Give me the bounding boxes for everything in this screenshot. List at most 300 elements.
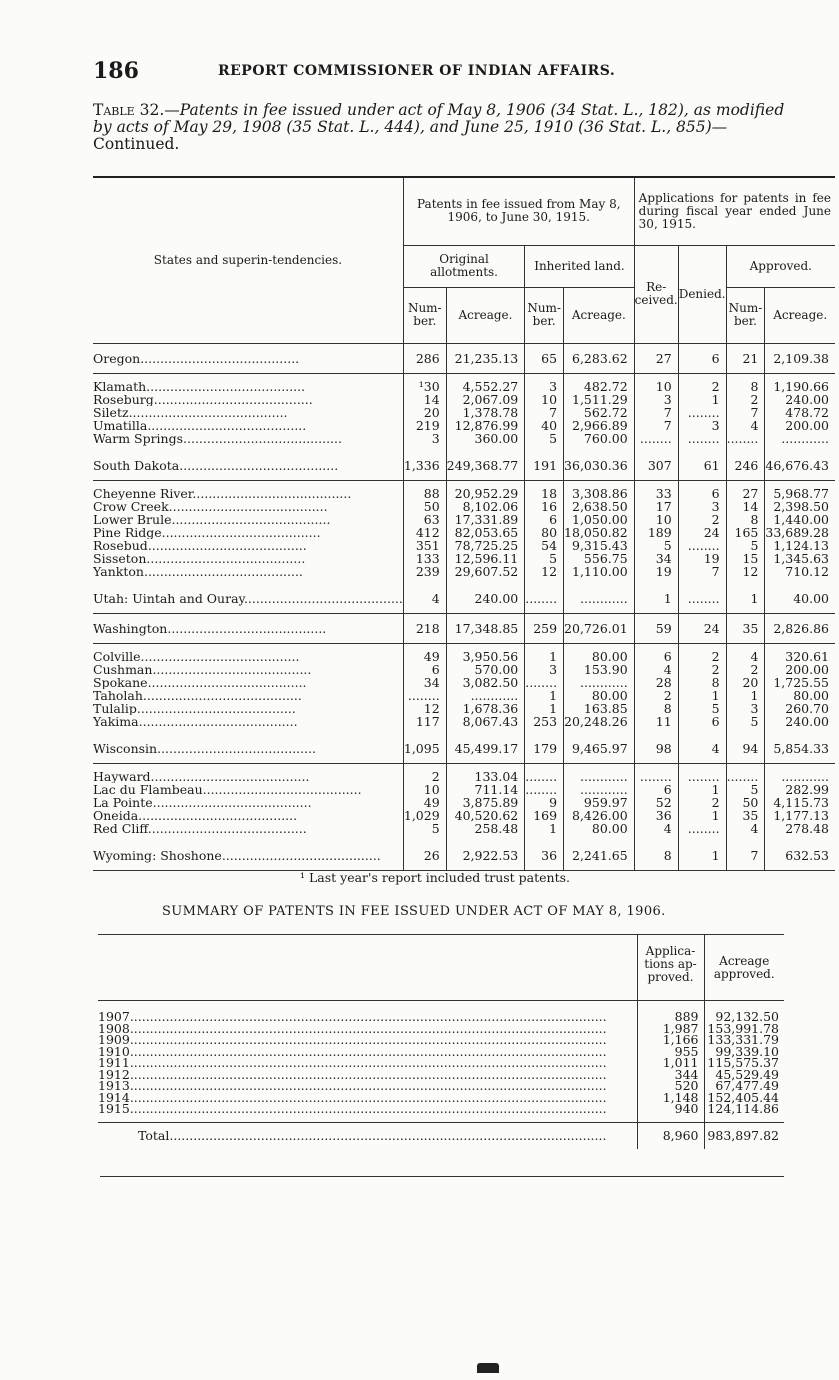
approved-value: 1,148 bbox=[637, 1092, 704, 1104]
table-row bbox=[93, 841, 835, 871]
row-label: Tulalip bbox=[93, 701, 137, 715]
cell-value: 218 bbox=[403, 613, 446, 643]
cell-value: 8 bbox=[634, 841, 678, 871]
cell-value: 5 bbox=[726, 539, 765, 552]
acreage-value: 92,132.50 bbox=[704, 1001, 784, 1023]
cell-value: 1,110.00 bbox=[564, 565, 635, 584]
cell-value: 478.72 bbox=[765, 406, 835, 419]
cell-value: 246 bbox=[726, 451, 765, 481]
cell-value: 10 bbox=[525, 393, 564, 406]
row-label: Roseburg bbox=[93, 392, 154, 406]
cell-value: ........ bbox=[678, 822, 726, 841]
table-row bbox=[93, 676, 835, 689]
number-header: Num-ber. bbox=[403, 287, 446, 343]
cell-value: 6 bbox=[634, 783, 678, 796]
cell-value: 1 bbox=[678, 809, 726, 822]
cell-value: 3 bbox=[678, 419, 726, 432]
row-label: La Pointe bbox=[93, 795, 153, 809]
cell-value: 16 bbox=[525, 500, 564, 513]
row-label: Washington bbox=[93, 620, 168, 636]
dot-leader: ........................................................................................................................ bbox=[129, 1068, 607, 1080]
cell-value: 1,440.00 bbox=[765, 513, 835, 526]
cell-value: 27 bbox=[634, 343, 678, 373]
table-row bbox=[93, 451, 835, 481]
cell-value: ........ bbox=[678, 406, 726, 419]
cell-value: 259 bbox=[525, 613, 564, 643]
dot-leader: ........................................................................................................................ bbox=[129, 1022, 607, 1034]
dot-leader: ........................................ bbox=[221, 847, 381, 863]
cell-value: 2,398.50 bbox=[765, 500, 835, 513]
table-row bbox=[93, 702, 835, 715]
dot-leader: ........................................ bbox=[171, 512, 331, 526]
cell-value: 35 bbox=[726, 613, 765, 643]
cell-value: 63 bbox=[403, 513, 446, 526]
cell-value: 34 bbox=[403, 676, 446, 689]
cell-value: 50 bbox=[726, 796, 765, 809]
cell-value: 711.14 bbox=[446, 783, 525, 796]
agency-name bbox=[93, 500, 403, 513]
cell-value: 19 bbox=[634, 565, 678, 584]
dot-leader: ........................................................................................................................ bbox=[129, 1103, 607, 1115]
cell-value: 219 bbox=[403, 419, 446, 432]
summary-row bbox=[98, 1001, 784, 1023]
table-row bbox=[93, 480, 835, 500]
agency-name bbox=[93, 643, 403, 663]
cell-value: 1,345.63 bbox=[765, 552, 835, 565]
cell-value: 24 bbox=[678, 613, 726, 643]
cell-value: 1 bbox=[678, 841, 726, 871]
cell-value: 5 bbox=[525, 432, 564, 451]
agency-name bbox=[93, 822, 403, 841]
cell-value: 2,922.53 bbox=[446, 841, 525, 871]
cell-value: 20 bbox=[726, 676, 765, 689]
cell-value: 153.90 bbox=[564, 663, 635, 676]
summary-stub-header bbox=[98, 935, 637, 1001]
cell-value: 34 bbox=[634, 552, 678, 565]
cell-value: 8 bbox=[634, 702, 678, 715]
cell-value: 49 bbox=[403, 643, 446, 663]
cell-value: 189 bbox=[634, 526, 678, 539]
cell-value: 80.00 bbox=[564, 822, 635, 841]
summary-year-cell bbox=[98, 1046, 637, 1058]
summary-table bbox=[98, 934, 784, 1149]
cell-value: 258.48 bbox=[446, 822, 525, 841]
summary-acreage-header: Acreage approved. bbox=[704, 935, 784, 1001]
year-label: 1915 bbox=[98, 1103, 130, 1115]
agency-name bbox=[93, 663, 403, 676]
cell-value: ............ bbox=[765, 432, 835, 451]
summary-year-cell bbox=[98, 1034, 637, 1046]
cell-value: 632.53 bbox=[765, 841, 835, 871]
table-row bbox=[93, 663, 835, 676]
approved-value: 955 bbox=[637, 1046, 704, 1058]
total-label: Total bbox=[138, 1128, 170, 1143]
agency-name bbox=[93, 513, 403, 526]
cell-value: 760.00 bbox=[564, 432, 635, 451]
acreage-header: Acreage. bbox=[564, 287, 635, 343]
dot-leader: ........................................ bbox=[142, 688, 302, 702]
state-name bbox=[93, 451, 403, 481]
table-body bbox=[93, 343, 835, 870]
summary-body bbox=[98, 1001, 784, 1149]
running-head: REPORT COMMISSIONER OF INDIAN AFFAIRS. bbox=[218, 63, 616, 79]
agency-name bbox=[93, 702, 403, 715]
cell-value: 2 bbox=[726, 393, 765, 406]
row-label: Red Cliff bbox=[93, 821, 148, 836]
cell-value: 9 bbox=[525, 796, 564, 809]
dot-leader: ........................................ bbox=[152, 795, 312, 809]
cell-value: 80.00 bbox=[564, 643, 635, 663]
cell-value: 1,378.78 bbox=[446, 406, 525, 419]
patents-table bbox=[93, 176, 835, 871]
cell-value: 260.70 bbox=[765, 702, 835, 715]
state-name bbox=[93, 841, 403, 871]
caption-text: —Patents in fee issued under act of May 8, 1906 (34 Stat. L., 182), as modified by acts of May 29, 1908 (35 Stat. L., 444), and June 25, 1910 (36 Stat. L., 855)— bbox=[93, 101, 785, 136]
cell-value: ........ bbox=[525, 783, 564, 796]
cell-value: 46,676.43 bbox=[765, 451, 835, 481]
dot-leader: ........................................ bbox=[168, 499, 328, 513]
cell-value: 2 bbox=[678, 663, 726, 676]
cell-value: 6 bbox=[678, 343, 726, 373]
dot-leader: ........................................................................................................................ bbox=[129, 1009, 607, 1023]
cell-value: 2,241.65 bbox=[564, 841, 635, 871]
cell-value: 4,115.73 bbox=[765, 796, 835, 809]
row-label: Sisseton bbox=[93, 551, 147, 565]
cell-value: 3 bbox=[525, 663, 564, 676]
cell-value: 240.00 bbox=[765, 393, 835, 406]
cell-value: 12,876.99 bbox=[446, 419, 525, 432]
cell-value: 3,950.56 bbox=[446, 643, 525, 663]
cell-value: ............ bbox=[564, 676, 635, 689]
cell-value: 117 bbox=[403, 715, 446, 734]
cell-value: 40,520.62 bbox=[446, 809, 525, 822]
row-label: Rosebud bbox=[93, 538, 148, 552]
cell-value: 2 bbox=[678, 643, 726, 663]
cell-value: 65 bbox=[525, 343, 564, 373]
cell-value: 1 bbox=[525, 689, 564, 702]
row-label: Taholah bbox=[93, 688, 143, 702]
cell-value: 33,689.28 bbox=[765, 526, 835, 539]
cell-value: ........ bbox=[678, 539, 726, 552]
cell-value: ............ bbox=[564, 584, 635, 614]
table-row bbox=[93, 526, 835, 539]
total-approved: 8,960 bbox=[637, 1123, 704, 1149]
cell-value: 12 bbox=[525, 565, 564, 584]
dot-leader: ........................................ bbox=[150, 768, 310, 783]
summary-year-cell bbox=[98, 1001, 637, 1023]
cell-value: ............ bbox=[446, 689, 525, 702]
cell-value: ........ bbox=[525, 584, 564, 614]
cell-value: ........ bbox=[678, 432, 726, 451]
cell-value: 5 bbox=[726, 715, 765, 734]
cell-value: 24 bbox=[678, 526, 726, 539]
cell-value: 3 bbox=[525, 373, 564, 393]
cell-value: 1 bbox=[678, 783, 726, 796]
scan-smudge bbox=[477, 1363, 499, 1373]
cell-value: 2,109.38 bbox=[765, 343, 835, 373]
caption-lead: Table 32. bbox=[93, 101, 165, 119]
acreage-value: 152,405.44 bbox=[704, 1092, 784, 1104]
agency-name bbox=[93, 539, 403, 552]
cell-value: 26 bbox=[403, 841, 446, 871]
cell-value: 5 bbox=[525, 552, 564, 565]
cell-value: 18,050.82 bbox=[564, 526, 635, 539]
cell-value: 33 bbox=[634, 480, 678, 500]
cell-value: 3 bbox=[678, 500, 726, 513]
cell-value: 94 bbox=[726, 734, 765, 764]
cell-value: 29,607.52 bbox=[446, 565, 525, 584]
row-label: Utah: Uintah and Ouray bbox=[93, 590, 244, 606]
cell-value: 21,235.13 bbox=[446, 343, 525, 373]
summary-year-cell bbox=[98, 1092, 637, 1104]
approved-header: Approved. bbox=[726, 245, 835, 287]
approved-value: 1,987 bbox=[637, 1023, 704, 1035]
cell-value: 14 bbox=[726, 500, 765, 513]
received-header: Re-ceived. bbox=[634, 245, 678, 343]
cell-value: 21 bbox=[726, 343, 765, 373]
table-row bbox=[93, 809, 835, 822]
approved-value: 520 bbox=[637, 1080, 704, 1092]
table-row bbox=[93, 565, 835, 584]
agency-name bbox=[93, 565, 403, 584]
cell-value: 200.00 bbox=[765, 663, 835, 676]
cell-value: 7 bbox=[525, 406, 564, 419]
cell-value: 18 bbox=[525, 480, 564, 500]
dot-leader: ........................................ bbox=[161, 525, 321, 539]
cell-value: 10 bbox=[634, 513, 678, 526]
bottom-rule bbox=[100, 1176, 784, 1177]
acreage-value: 45,529.49 bbox=[704, 1069, 784, 1081]
dot-leader: .............................................................................................................. bbox=[169, 1128, 607, 1143]
cell-value: 40.00 bbox=[765, 584, 835, 614]
dot-leader: ........................................ bbox=[167, 620, 327, 636]
approved-value: 889 bbox=[637, 1001, 704, 1023]
cell-value: 4 bbox=[726, 419, 765, 432]
cell-value: 710.12 bbox=[765, 565, 835, 584]
cell-value: 482.72 bbox=[564, 373, 635, 393]
cell-value: 1 bbox=[726, 689, 765, 702]
summary-approved-header: Applica-tions ap-proved. bbox=[637, 935, 704, 1001]
dot-leader: ........................................ bbox=[153, 392, 313, 406]
cell-value: 20,726.01 bbox=[564, 613, 635, 643]
cell-value: 5 bbox=[403, 822, 446, 841]
cell-value: 1,725.55 bbox=[765, 676, 835, 689]
row-label: Crow Creek bbox=[93, 499, 169, 513]
cell-value: 5,854.33 bbox=[765, 734, 835, 764]
cell-value: 165 bbox=[726, 526, 765, 539]
total-acreage: 983,897.82 bbox=[704, 1123, 784, 1149]
year-label: 1911 bbox=[98, 1057, 130, 1069]
agency-name bbox=[93, 373, 403, 393]
dot-leader: ........................................ bbox=[138, 714, 298, 729]
cell-value: 7 bbox=[634, 419, 678, 432]
cell-value: 959.97 bbox=[564, 796, 635, 809]
cell-value: 1,029 bbox=[403, 809, 446, 822]
agency-name bbox=[93, 809, 403, 822]
dot-leader: ........................................ bbox=[192, 485, 352, 500]
cell-value: 133.04 bbox=[446, 763, 525, 783]
cell-value: 80.00 bbox=[765, 689, 835, 702]
group2-header: Applications for patents in fee during fiscal year ended June 30, 1915. bbox=[634, 177, 835, 245]
cell-value: 59 bbox=[634, 613, 678, 643]
cell-value: 5 bbox=[678, 702, 726, 715]
cell-value: 12,596.11 bbox=[446, 552, 525, 565]
cell-value: 7 bbox=[726, 406, 765, 419]
cell-value: 307 bbox=[634, 451, 678, 481]
cell-value: ........ bbox=[525, 676, 564, 689]
cell-value: ............ bbox=[564, 763, 635, 783]
cell-value: 35 bbox=[726, 809, 765, 822]
cell-value: 1 bbox=[525, 702, 564, 715]
cell-value: 5,968.77 bbox=[765, 480, 835, 500]
cell-value: 98 bbox=[634, 734, 678, 764]
cell-value: 4 bbox=[634, 663, 678, 676]
cell-value: 8 bbox=[678, 676, 726, 689]
cell-value: 36,030.36 bbox=[564, 451, 635, 481]
dot-leader: ........................................ bbox=[243, 590, 403, 606]
cell-value: 6 bbox=[403, 663, 446, 676]
row-label: Klamath bbox=[93, 378, 147, 393]
cell-value: 191 bbox=[525, 451, 564, 481]
table-row bbox=[93, 513, 835, 526]
cell-value: 8,102.06 bbox=[446, 500, 525, 513]
table-row bbox=[93, 783, 835, 796]
cell-value: 1,190.66 bbox=[765, 373, 835, 393]
cell-value: 200.00 bbox=[765, 419, 835, 432]
cell-value: 8 bbox=[726, 513, 765, 526]
dot-leader: ........................................................................................................................ bbox=[129, 1091, 607, 1103]
acreage-value: 115,575.37 bbox=[704, 1057, 784, 1069]
caption-continued: Continued. bbox=[93, 135, 180, 153]
dot-leader: ........................................ bbox=[202, 782, 362, 796]
cell-value: 36 bbox=[525, 841, 564, 871]
cell-value: 4 bbox=[726, 643, 765, 663]
year-label: 1910 bbox=[98, 1045, 130, 1057]
cell-value: 169 bbox=[525, 809, 564, 822]
cell-value: ............ bbox=[564, 783, 635, 796]
agency-name bbox=[93, 393, 403, 406]
summary-year-cell bbox=[98, 1023, 637, 1035]
cell-value: 133 bbox=[403, 552, 446, 565]
cell-value: 12 bbox=[403, 702, 446, 715]
table-caption bbox=[93, 102, 793, 153]
year-label: 1907 bbox=[98, 1009, 130, 1023]
dot-leader: ........................................ bbox=[147, 538, 307, 552]
acreage-value: 99,339.10 bbox=[704, 1046, 784, 1058]
dot-leader: ........................................ bbox=[143, 564, 303, 579]
cell-value: 2,067.09 bbox=[446, 393, 525, 406]
state-name bbox=[93, 734, 403, 764]
agency-name bbox=[93, 796, 403, 809]
table-row bbox=[93, 500, 835, 513]
cell-value: 4,552.27 bbox=[446, 373, 525, 393]
acreage-value: 153,991.78 bbox=[704, 1023, 784, 1035]
row-label: Lower Brule bbox=[93, 512, 172, 526]
cell-value: 239 bbox=[403, 565, 446, 584]
cell-value: 54 bbox=[525, 539, 564, 552]
cell-value: 28 bbox=[634, 676, 678, 689]
total-cell bbox=[98, 1123, 637, 1149]
cell-value: 562.72 bbox=[564, 406, 635, 419]
dot-leader: ........................................................................................................................ bbox=[129, 1045, 607, 1057]
row-label: Wisconsin bbox=[93, 740, 158, 756]
dot-leader: ........................................ bbox=[146, 551, 306, 565]
cell-value: 20,248.26 bbox=[564, 715, 635, 734]
cell-value: 320.61 bbox=[765, 643, 835, 663]
cell-value: 286 bbox=[403, 343, 446, 373]
cell-value: 163.85 bbox=[564, 702, 635, 715]
table-row bbox=[93, 763, 835, 783]
cell-value: 3,082.50 bbox=[446, 676, 525, 689]
cell-value: 249,368.77 bbox=[446, 451, 525, 481]
cell-value: 253 bbox=[525, 715, 564, 734]
cell-value: 15 bbox=[726, 552, 765, 565]
cell-value: 6 bbox=[678, 715, 726, 734]
table-row bbox=[93, 796, 835, 809]
cell-value: 6,283.62 bbox=[564, 343, 635, 373]
year-label: 1908 bbox=[98, 1022, 130, 1034]
cell-value: ........ bbox=[403, 689, 446, 702]
summary-total-row bbox=[98, 1123, 784, 1149]
cell-value: 570.00 bbox=[446, 663, 525, 676]
approved-value: 344 bbox=[637, 1069, 704, 1081]
cell-value: 2 bbox=[678, 796, 726, 809]
cell-value: 2 bbox=[726, 663, 765, 676]
year-label: 1909 bbox=[98, 1034, 130, 1046]
cell-value: 1,678.36 bbox=[446, 702, 525, 715]
row-label: Oneida bbox=[93, 808, 139, 822]
cell-value: 1,511.29 bbox=[564, 393, 635, 406]
dot-leader: ........................................ bbox=[157, 740, 317, 756]
row-label: Warm Springs bbox=[93, 431, 184, 446]
row-label: Wyoming: Shoshone bbox=[93, 847, 222, 863]
cell-value: 179 bbox=[525, 734, 564, 764]
row-label: Yakima bbox=[93, 714, 139, 729]
cell-value: 4 bbox=[403, 584, 446, 614]
number-header: Num-ber. bbox=[525, 287, 564, 343]
row-label: Hayward bbox=[93, 768, 151, 783]
cell-value: 7 bbox=[678, 565, 726, 584]
cell-value: 6 bbox=[525, 513, 564, 526]
cell-value: 10 bbox=[403, 783, 446, 796]
row-label: Umatilla bbox=[93, 418, 148, 432]
agency-name bbox=[93, 783, 403, 796]
row-label: Siletz bbox=[93, 405, 129, 419]
cell-value: 52 bbox=[634, 796, 678, 809]
dot-leader: ........................................ bbox=[147, 821, 307, 836]
year-label: 1912 bbox=[98, 1068, 130, 1080]
cell-value: 3 bbox=[403, 432, 446, 451]
table-row bbox=[93, 406, 835, 419]
cell-value: ........ bbox=[525, 763, 564, 783]
cell-value: 9,315.43 bbox=[564, 539, 635, 552]
cell-value: 1,124.13 bbox=[765, 539, 835, 552]
dot-leader: ........................................ bbox=[147, 675, 307, 689]
table-row bbox=[93, 715, 835, 734]
dot-leader: ........................................ bbox=[146, 378, 306, 393]
dot-leader: ........................................................................................................................ bbox=[129, 1034, 607, 1046]
cell-value: 9,465.97 bbox=[564, 734, 635, 764]
agency-name bbox=[93, 715, 403, 734]
number-header: Num-ber. bbox=[726, 287, 765, 343]
row-label: Colville bbox=[93, 648, 141, 663]
summary-year-cell bbox=[98, 1103, 637, 1115]
cell-value: 45,499.17 bbox=[446, 734, 525, 764]
group1-header: Patents in fee issued from May 8, 1906, to June 30, 1915. bbox=[403, 177, 634, 245]
cell-value: 4 bbox=[678, 734, 726, 764]
cell-value: 88 bbox=[403, 480, 446, 500]
cell-value: ........ bbox=[678, 763, 726, 783]
